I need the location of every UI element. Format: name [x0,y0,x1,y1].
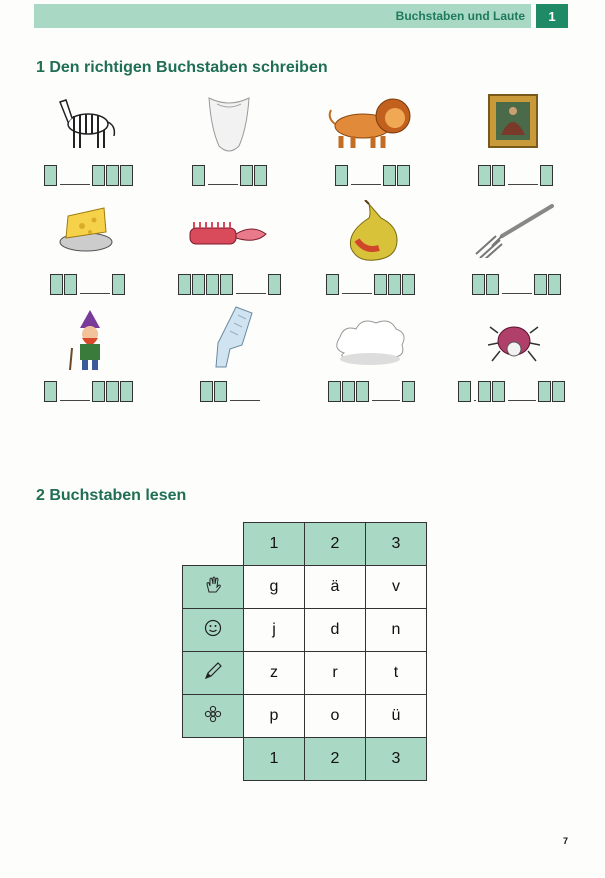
beetle-icon [488,315,540,363]
answer-boxes[interactable] [44,382,134,402]
answer-boxes[interactable] [178,275,282,295]
cloud-icon [330,315,410,369]
header-title: Buchstaben und Laute [395,9,525,23]
answer-boxes[interactable] [200,382,262,402]
brush-icon [188,218,268,252]
answer-boxes[interactable] [458,382,566,402]
corner-cell [183,523,244,566]
answer-boxes[interactable] [328,382,416,402]
flower-icon [183,695,244,738]
letter-cell: d [305,609,366,652]
zebra-icon [52,92,118,154]
dwarf-icon [66,308,112,372]
answer-boxes[interactable] [472,275,562,295]
lion-icon [327,96,415,152]
letter-cell: n [366,609,427,652]
fork-icon [472,202,556,258]
beard-icon [205,92,253,156]
corner-cell [183,738,244,781]
page-number: 7 [562,836,568,846]
letter-cell: p [244,695,305,738]
column-header: 1 [244,523,305,566]
pencil-icon [183,652,244,695]
chapter-number: 1 [536,4,568,28]
pear-icon [345,200,401,262]
letter-cell: ü [366,695,427,738]
picture-frame-icon [487,93,539,149]
column-header: 3 [366,523,427,566]
column-footer: 3 [366,738,427,781]
letter-cell: ä [305,566,366,609]
column-footer: 1 [244,738,305,781]
answer-boxes[interactable] [50,275,126,295]
smiley-icon [183,609,244,652]
answer-boxes[interactable] [44,166,134,186]
letter-cell: j [244,609,305,652]
column-header: 2 [305,523,366,566]
answer-boxes[interactable] [326,275,416,295]
column-footer: 2 [305,738,366,781]
cheese-icon [58,202,114,254]
sleeve-icon [208,305,254,369]
hand-icon [183,566,244,609]
letter-cell: o [305,695,366,738]
letter-cell: r [305,652,366,695]
answer-boxes[interactable] [335,166,411,186]
answer-boxes[interactable] [192,166,268,186]
letter-cell: g [244,566,305,609]
answer-boxes[interactable] [478,166,554,186]
section2-title: 2 Buchstaben lesen [36,487,187,504]
letter-cell: v [366,566,427,609]
letter-cell: z [244,652,305,695]
section1-title: 1 Den richtigen Buchstaben schreiben [36,59,328,76]
letters-table [182,522,427,781]
letter-cell: t [366,652,427,695]
